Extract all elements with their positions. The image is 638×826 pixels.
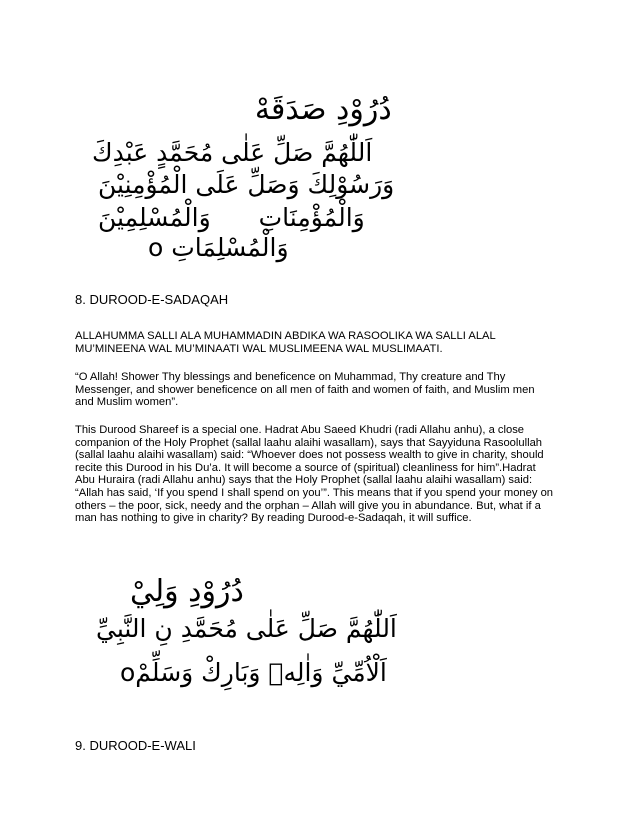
section-9-heading: 9. DUROOD-E-WALI xyxy=(75,738,196,753)
section-8-transliteration: ALLAHUMMA SALLI ALA MUHAMMADIN ABDIKA WA RASOOLIKA WA SALLI ALAL MU’MINEENA WAL MU’MINAATI WAL MUSLIMEENA WAL MUSLIMAATI. xyxy=(75,330,496,355)
section-8-translation: “O Allah! Shower Thy blessings and beneficence on Muhammad, Thy creature and Thy Messenger, and shower beneficence on all men of faith and women of faith, and Muslim men and Muslim women”. xyxy=(75,371,535,409)
section-8-arabic-line-1: اَللّٰهُمَّ صَلِّ عَلٰى مُحَمَّدٍ عَبْدِكَ xyxy=(92,138,373,167)
section-8-arabic-title: دُرُوْدِ صَدَقَهْ xyxy=(254,92,392,127)
section-9-arabic-line-2: اَلْاُمِّيِّ وَاٰلِهٖ وَبَارِكْ وَسَلِّمْo xyxy=(120,658,387,687)
section-8-heading: 8. DUROOD-E-SADAQAH xyxy=(75,292,229,307)
section-8-arabic-line-4: وَالْمُسْلِمَاتِ o xyxy=(148,233,289,262)
section-8-description: This Durood Shareef is a special one. Hadrat Abu Saeed Khudri (radi Allahu anhu), a close companion of the Holy Prophet (sallal laahu alaihi wasallam), says that Sayyiduna Rasoolullah (sallal laahu alaihi wasallam) said: “Whoever does not possess wealth to give in charity, should recite this Durood in his Du’a. It will become a source of (spiritual) cleanliness for him”.Hadrat Abu Huraira (radi Allahu anhu) says that the Holy Prophet (sallal laahu alaihi wasallam) said: “Allah has said, ‘If you spend I shall spend on you’”. This means that if you spend your money on others – the poor, sick, needy and the orphan – Allah will give you in abundance. But, what if a man has nothing to give in charity? By reading Durood-e-Sadaqah, it will suffice. xyxy=(75,424,554,525)
section-9-arabic-line-1: اَللّٰهُمَّ صَلِّ عَلٰى مُحَمَّدِ نِ النَّبِيِّ xyxy=(96,614,397,643)
section-8-arabic-line-2: وَرَسُوْلِكَ وَصَلِّ عَلَى الْمُؤْمِنِيْنَ xyxy=(98,170,395,199)
section-8-arabic-line-3: وَالْمُؤْمِنَاتِ وَالْمُسْلِمِيْنَ xyxy=(98,203,365,232)
section-9-arabic-title: دُرُوْدِ وَلِيْ xyxy=(130,574,244,609)
